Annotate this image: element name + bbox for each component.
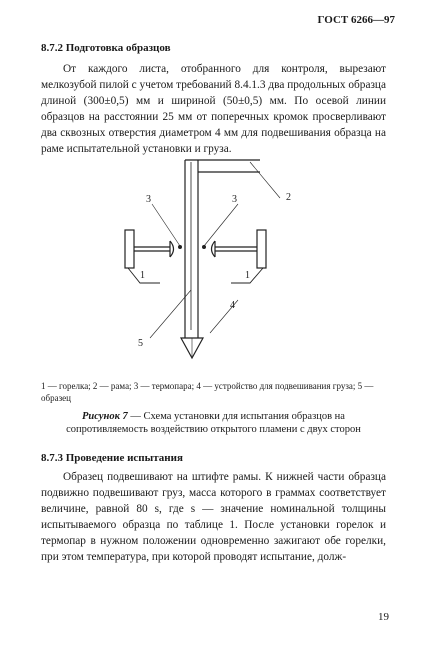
callout-3-right: 3 bbox=[232, 194, 237, 205]
right-thermocouple bbox=[203, 246, 206, 249]
callout-5: 5 bbox=[138, 338, 143, 349]
figure-legend: 1 — горелка; 2 — рама; 3 — термопара; 4 — устройство для подвешивания груза; 5 — образец bbox=[41, 381, 374, 403]
figure-caption-text: — Схема установки для испытания образцов на сопротивляемость воздействию открытого пламени с двух сторон bbox=[66, 411, 361, 435]
section-paragraph-8-7-3: Образец подвешивают на штифте рамы. К нижней части образца подвижно подвешивают груз, масса которого в граммах соответствует величине, равной 80 s, где s — значение номинальной толщины испытываемого образца по таблице 1. После установки горелок и термопар в нужном положении одновременно зажигают обе горелки, при этом температура, при которой проводят испытание, долж- bbox=[41, 471, 386, 563]
left-burner-base bbox=[125, 230, 134, 268]
page-number: 19 bbox=[378, 611, 389, 623]
right-burner-base bbox=[257, 230, 266, 268]
callout-1-right: 1 bbox=[245, 270, 250, 281]
figure-caption-lead: Рисунок 7 bbox=[82, 411, 128, 422]
figure-caption bbox=[41, 410, 386, 436]
section-heading-8-7-3: 8.7.3 Проведение испытания bbox=[41, 452, 183, 464]
figure-7-diagram bbox=[100, 150, 300, 370]
left-thermocouple bbox=[179, 246, 182, 249]
section-heading-8-7-2: 8.7.2 Подготовка образцов bbox=[41, 42, 171, 54]
callout-4: 4 bbox=[230, 300, 235, 311]
callout-2: 2 bbox=[286, 192, 291, 203]
callout-1-left: 1 bbox=[140, 270, 145, 281]
test-rig-drawing bbox=[100, 150, 300, 370]
document-code: ГОСТ 6266—97 bbox=[317, 14, 395, 26]
section-paragraph-8-7-2: От каждого листа, отобранного для контроля, вырезают мелкозубой пилой с учетом требований 8.4.1.3 два продольных образца длиной (300±0,5) мм и шириной (50±0,5) мм. По осевой линии образцов на расстоянии 25 мм от поперечных кромок просверливают два сквозных отверстия диаметром 4 мм для подвешивания образца на раме испытательной установки и груза. bbox=[41, 63, 386, 155]
callout-3-left: 3 bbox=[146, 194, 151, 205]
